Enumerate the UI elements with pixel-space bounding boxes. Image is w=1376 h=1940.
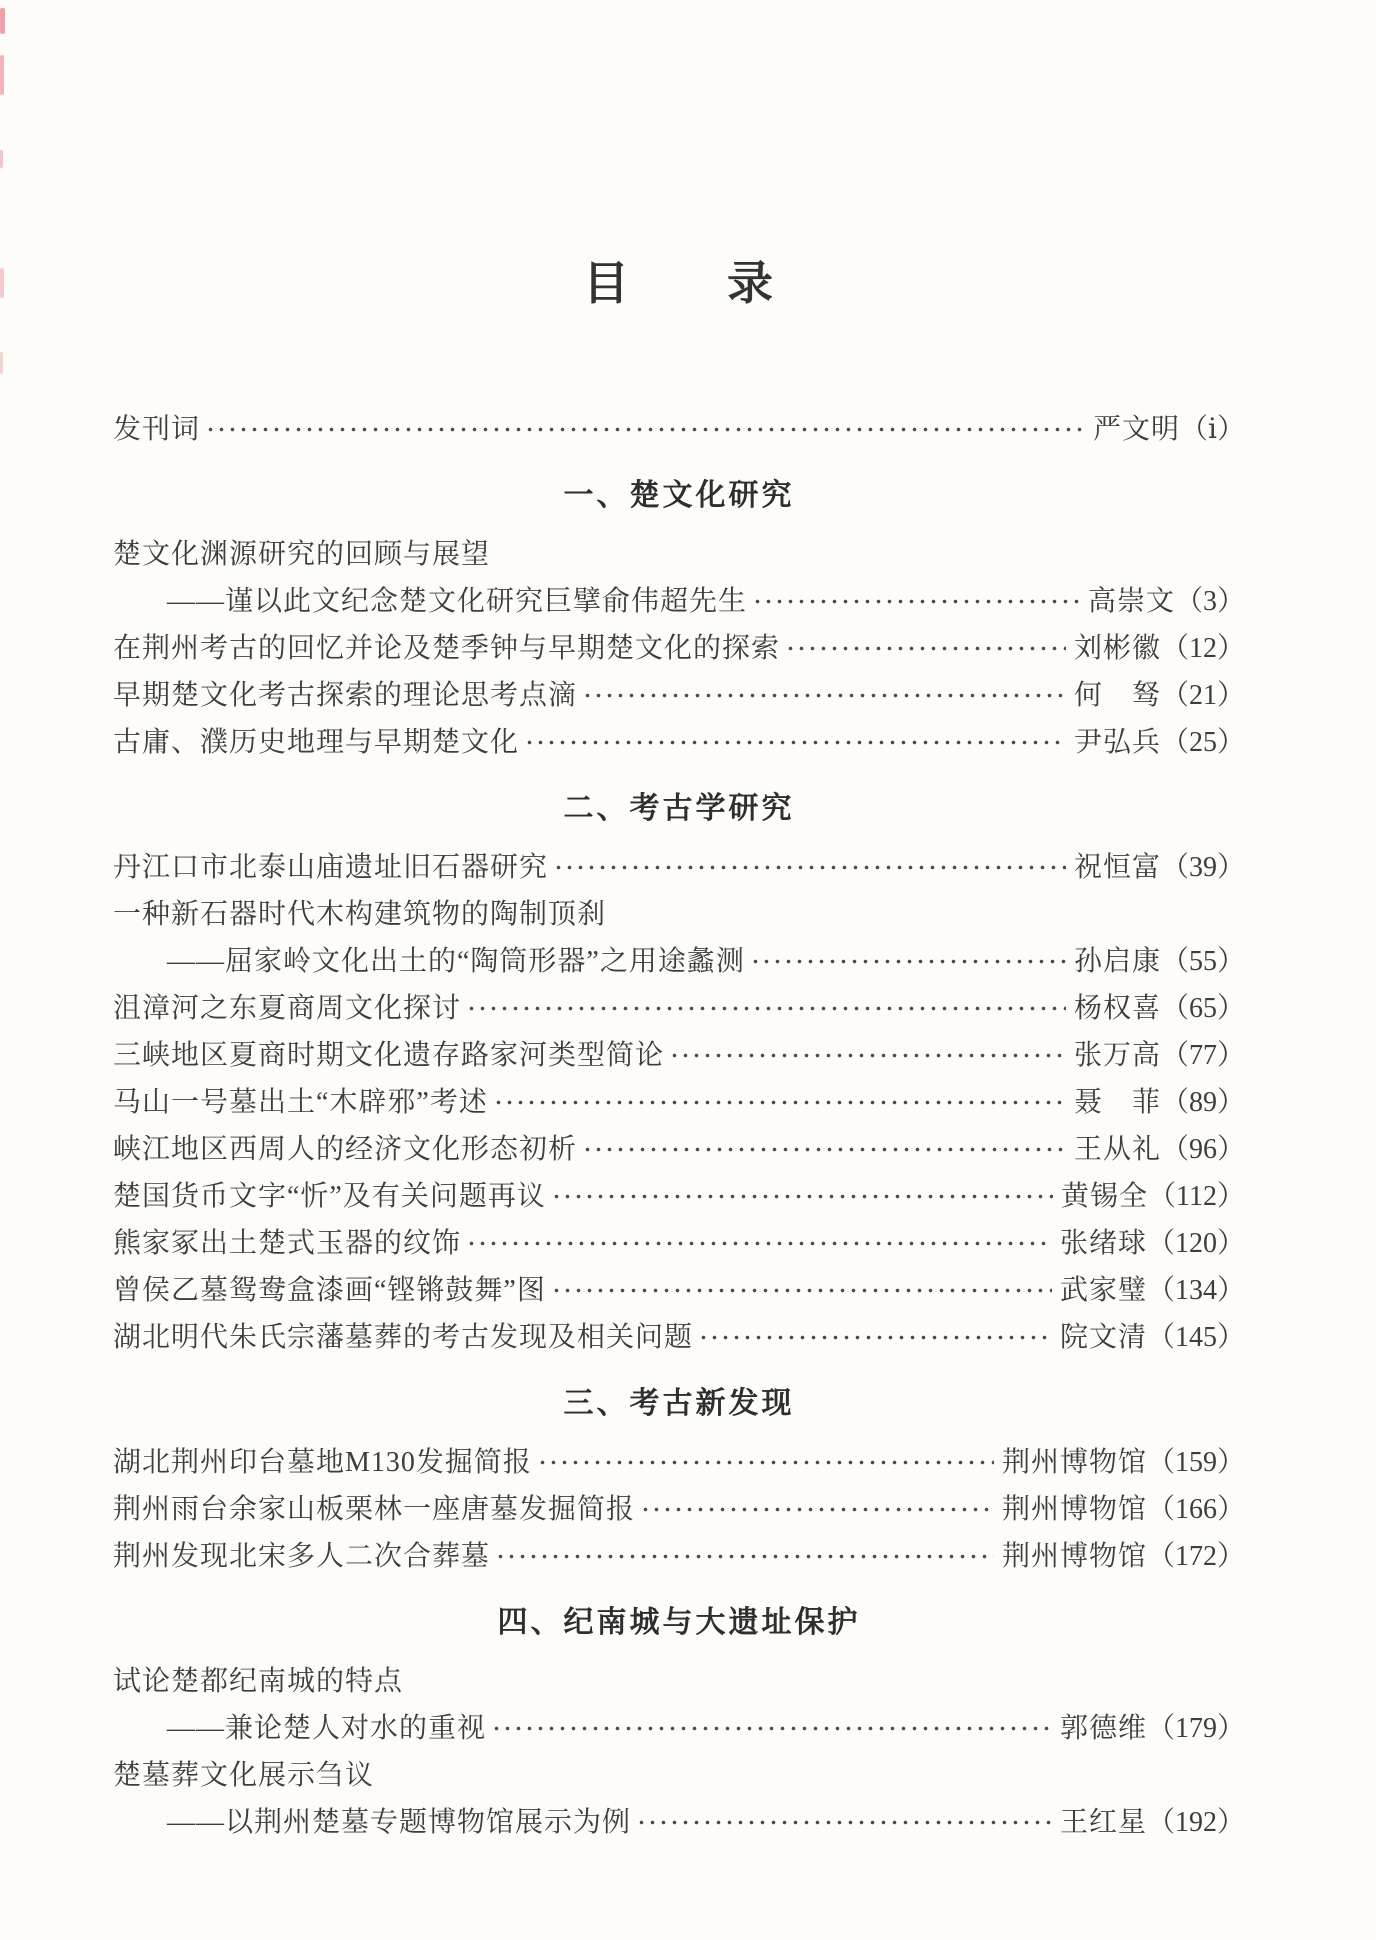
entry-author: 尹弘兵 <box>1073 727 1161 758</box>
entry-author: 高崇文 <box>1087 586 1175 617</box>
entry-author: 祝恒富 <box>1073 852 1161 883</box>
dot-leader <box>524 719 1066 766</box>
entry-page-number: （65） <box>1160 993 1245 1024</box>
dot-leader <box>582 1126 1066 1173</box>
entry-author: 王红星 <box>1059 1807 1147 1838</box>
entry-title: 楚国货币文字“忻”及有关问题再议 <box>113 1181 546 1212</box>
entry-author: 何 驽 <box>1073 680 1161 711</box>
entry-author-page <box>1074 1079 1245 1126</box>
entry-author: 王从礼 <box>1073 1134 1161 1165</box>
entry-author-page <box>1074 672 1245 719</box>
dot-leader <box>495 1533 994 1580</box>
entry-title: 楚墓葬文化展示刍议 <box>113 1760 375 1791</box>
entry-author: 院文清 <box>1059 1322 1147 1353</box>
entry-title: 在荆州考古的回忆并论及楚季钟与早期楚文化的探索 <box>113 633 781 664</box>
toc-entry-row <box>113 1079 1245 1126</box>
toc-entry-row <box>113 1799 1245 1846</box>
dot-leader <box>636 1799 1052 1846</box>
entry-author-page <box>1002 1533 1245 1580</box>
entry-author-page <box>1060 1267 1245 1314</box>
dot-leader <box>640 1486 994 1533</box>
entry-author: 严文明 <box>1093 414 1181 445</box>
entry-page-number: （166） <box>1146 1494 1245 1525</box>
entry-author-page <box>1002 1439 1245 1486</box>
scan-edge-mark <box>0 8 5 34</box>
entry-title: ——屈家岭文化出土的“陶筒形器”之用途蠡测 <box>167 946 745 977</box>
section-entries <box>113 1439 1245 1580</box>
entry-title: 沮漳河之东夏商周文化探讨 <box>113 993 462 1024</box>
entry-page-number: （112） <box>1148 1181 1245 1212</box>
dot-leader <box>537 1439 994 1486</box>
entry-title: 古庸、濮历史地理与早期楚文化 <box>113 727 520 758</box>
toc-sections <box>113 473 1245 1846</box>
entry-author: 张万高 <box>1073 1040 1161 1071</box>
entry-author: 黄锡全 <box>1061 1181 1149 1212</box>
entry-page-number: （39） <box>1160 852 1245 883</box>
dot-leader <box>551 1173 1053 1220</box>
dot-leader <box>669 1032 1066 1079</box>
entry-title: ——兼论楚人对水的重视 <box>167 1713 487 1744</box>
dot-leader <box>551 1267 1052 1314</box>
entry-author: 张绪球 <box>1059 1228 1147 1259</box>
dot-leader <box>750 938 1066 985</box>
entry-page-number: （172） <box>1146 1541 1245 1572</box>
entry-page-number: （55） <box>1160 946 1245 977</box>
toc-entry-row <box>113 985 1245 1032</box>
entry-author: 郭德维 <box>1059 1713 1147 1744</box>
entry-title: 楚文化渊源研究的回顾与展望 <box>113 539 491 570</box>
dot-leader <box>582 672 1066 719</box>
toc-entry-row <box>113 672 1245 719</box>
entry-author: 刘彬徽 <box>1073 633 1161 664</box>
dot-leader <box>466 1220 1052 1267</box>
entry-title: 早期楚文化考古探索的理论思考点滴 <box>113 680 578 711</box>
toc-entry-row <box>113 719 1245 766</box>
entry-author-page <box>1060 1220 1245 1267</box>
entry-page-number: （159） <box>1146 1447 1245 1478</box>
entry-author-page <box>1074 844 1245 891</box>
toc-entry-row <box>113 531 1245 578</box>
dot-leader <box>466 985 1066 1032</box>
toc-entry-row <box>113 938 1245 985</box>
entry-page-number: （192） <box>1146 1807 1245 1838</box>
dot-leader <box>205 406 1085 453</box>
entry-title: 曾侯乙墓鸳鸯盒漆画“铿锵鼓舞”图 <box>113 1275 546 1306</box>
entry-title: 发刊词 <box>113 414 201 445</box>
entry-page-number: （145） <box>1146 1322 1245 1353</box>
entry-page-number: （3） <box>1174 586 1245 617</box>
entry-page-number: （89） <box>1160 1087 1245 1118</box>
toc-entry-row <box>113 1267 1245 1314</box>
entry-page-number: （77） <box>1160 1040 1245 1071</box>
entry-author: 杨权喜 <box>1073 993 1161 1024</box>
toc-entry-row <box>113 578 1245 625</box>
toc-entry-row <box>113 1752 1245 1799</box>
entry-author-page <box>1074 625 1245 672</box>
toc-entry-row <box>113 1705 1245 1752</box>
scan-edge-mark <box>0 352 3 374</box>
entry-page-number: （96） <box>1160 1134 1245 1165</box>
entry-title: 丹江口市北泰山庙遗址旧石器研究 <box>113 852 549 883</box>
section-entries <box>113 531 1245 766</box>
toc-entry-row <box>113 1173 1245 1220</box>
toc-entry-row <box>113 1533 1245 1580</box>
entry-author-page <box>1074 985 1245 1032</box>
dot-leader <box>698 1314 1052 1361</box>
entry-page-number: （21） <box>1160 680 1245 711</box>
section-heading: 四、纪南城与大遗址保护 <box>497 1606 861 1639</box>
entry-page-number: （134） <box>1146 1275 1245 1306</box>
section-entries <box>113 1658 1245 1846</box>
entry-author-page <box>1074 719 1245 766</box>
toc-entry-row <box>113 1126 1245 1173</box>
entry-author-page <box>1060 1799 1245 1846</box>
scan-edge-mark <box>0 150 3 168</box>
toc-entry-row <box>113 1220 1245 1267</box>
front-matter-list <box>113 406 1245 453</box>
entry-author-page <box>1002 1486 1245 1533</box>
section-entries <box>113 844 1245 1361</box>
dot-leader <box>491 1705 1052 1752</box>
entry-author: 荆州博物馆 <box>1001 1541 1147 1572</box>
entry-title: 湖北明代朱氏宗藩墓葬的考古发现及相关问题 <box>113 1322 694 1353</box>
entry-page-number: （ⅰ） <box>1180 414 1245 445</box>
toc-entry-row <box>113 1032 1245 1079</box>
dot-leader <box>553 844 1066 891</box>
toc-entry-row <box>113 406 1245 453</box>
scan-edge-mark <box>0 55 4 95</box>
entry-author: 聂 菲 <box>1073 1087 1161 1118</box>
dot-leader <box>785 625 1066 672</box>
dot-leader <box>752 578 1080 625</box>
entry-author-page <box>1060 1314 1245 1361</box>
section-heading: 一、楚文化研究 <box>563 479 795 512</box>
entry-author: 武家璧 <box>1059 1275 1147 1306</box>
dot-leader <box>493 1079 1066 1126</box>
entry-title: 荆州雨台余家山板栗林一座唐墓发掘简报 <box>113 1494 636 1525</box>
section-heading: 二、考古学研究 <box>563 792 795 825</box>
entry-author: 荆州博物馆 <box>1001 1494 1147 1525</box>
entry-title: 湖北荆州印台墓地M130发掘简报 <box>113 1447 532 1478</box>
entry-title: 马山一号墓出土“木辟邪”考述 <box>113 1087 488 1118</box>
entry-title: 三峡地区夏商时期文化遗存路家河类型简论 <box>113 1040 665 1071</box>
entry-author-page <box>1074 938 1245 985</box>
entry-title: 试论楚都纪南城的特点 <box>113 1666 404 1697</box>
entry-author-page <box>1060 1705 1245 1752</box>
entry-page-number: （179） <box>1146 1713 1245 1744</box>
entry-author-page <box>1093 406 1245 453</box>
toc-entry-row <box>113 1314 1245 1361</box>
scan-edge-mark <box>0 268 4 298</box>
entry-title: ——谨以此文纪念楚文化研究巨擘俞伟超先生 <box>167 586 748 617</box>
entry-author-page <box>1088 578 1245 625</box>
entry-title: 熊家冢出土楚式玉器的纹饰 <box>113 1228 462 1259</box>
section-heading: 三、考古新发现 <box>563 1387 795 1420</box>
entry-author: 孙启康 <box>1073 946 1161 977</box>
toc-entry-row <box>113 891 1245 938</box>
toc-entry-row <box>113 1658 1245 1705</box>
entry-title: ——以荆州楚墓专题博物馆展示为例 <box>167 1807 632 1838</box>
entry-page-number: （12） <box>1160 633 1245 664</box>
toc-entry-row <box>113 1486 1245 1533</box>
entry-author-page <box>1074 1126 1245 1173</box>
entry-author-page <box>1061 1173 1245 1220</box>
toc-entry-row <box>113 1439 1245 1486</box>
entry-author-page <box>1074 1032 1245 1079</box>
entry-title: 一种新石器时代木构建筑物的陶制顶刹 <box>113 899 607 930</box>
page-title: 目 录 <box>583 258 775 309</box>
entry-author: 荆州博物馆 <box>1001 1447 1147 1478</box>
toc-entry-row <box>113 844 1245 891</box>
entry-title: 峡江地区西周人的经济文化形态初析 <box>113 1134 578 1165</box>
entry-page-number: （120） <box>1146 1228 1245 1259</box>
entry-title: 荆州发现北宋多人二次合葬墓 <box>113 1541 491 1572</box>
entry-page-number: （25） <box>1160 727 1245 758</box>
toc-entry-row <box>113 625 1245 672</box>
